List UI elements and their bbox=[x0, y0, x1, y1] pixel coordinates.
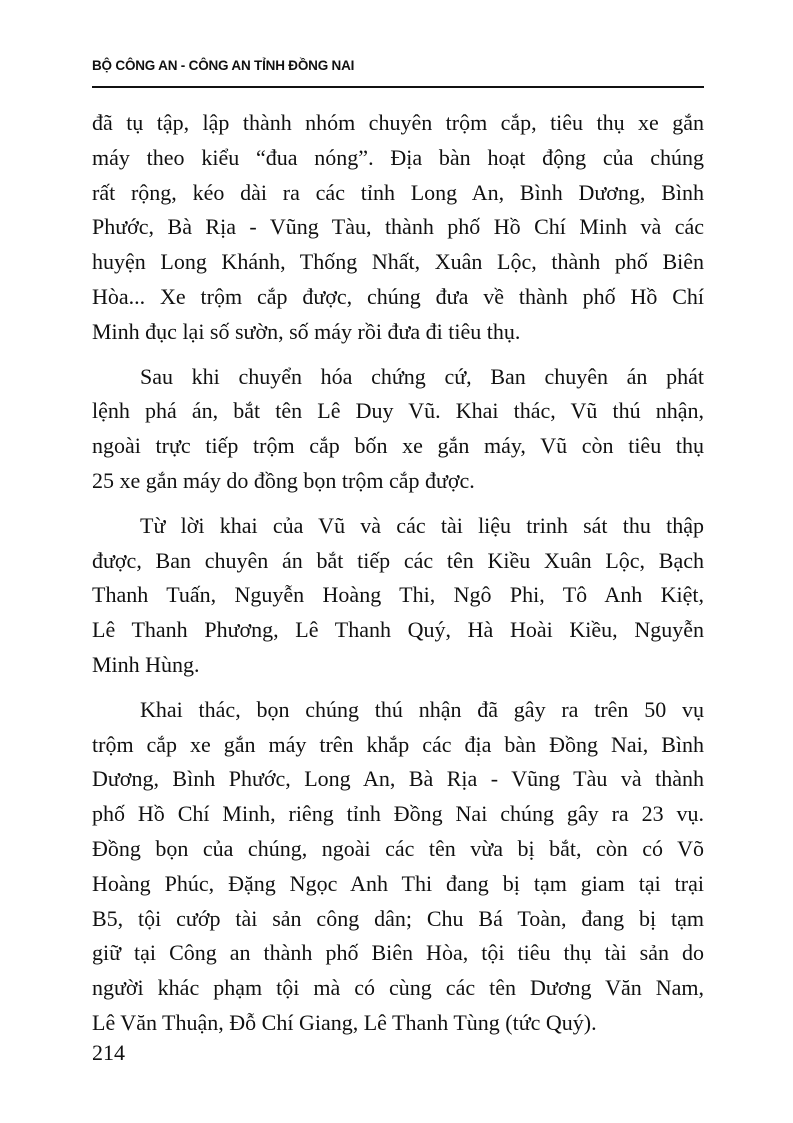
text-line: Minh đục lại số sườn, số máy rồi đưa đi tiêu thụ. bbox=[92, 318, 521, 344]
text-line: máy theo kiểu “đua nóng”. Địa bàn hoạt động của chúng bbox=[92, 144, 704, 170]
paragraph bbox=[92, 693, 704, 1041]
text-line: Đồng bọn của chúng, ngoài các tên vừa bị bắt, còn có Võ bbox=[92, 835, 704, 861]
text-line: lệnh phá án, bắt tên Lê Duy Vũ. Khai thác, Vũ thú nhận, bbox=[92, 398, 704, 424]
text-line: Từ lời khai của Vũ và các tài liệu trinh sát thu thập bbox=[140, 512, 704, 538]
header-divider bbox=[92, 86, 704, 88]
text-line: huyện Long Khánh, Thống Nhất, Xuân Lộc, thành phố Biên bbox=[92, 249, 704, 275]
text-line: 25 xe gắn máy do đồng bọn trộm cắp được. bbox=[92, 467, 475, 493]
text-line: Thanh Tuấn, Nguyễn Hoàng Thi, Ngô Phi, Tô Anh Kiệt, bbox=[92, 582, 704, 608]
text-line: Lê Thanh Phương, Lê Thanh Quý, Hà Hoài Kiều, Nguyễn bbox=[92, 617, 704, 643]
paragraph bbox=[92, 106, 704, 350]
body-text bbox=[92, 106, 704, 1051]
text-line: trộm cắp xe gắn máy trên khắp các địa bàn Đồng Nai, Bình bbox=[92, 731, 704, 757]
paragraph bbox=[92, 360, 704, 499]
running-header: BỘ CÔNG AN - CÔNG AN TỈNH ĐỒNG NAI bbox=[92, 58, 355, 73]
text-line: Phước, Bà Rịa - Vũng Tàu, thành phố Hồ Chí Minh và các bbox=[92, 214, 704, 240]
text-line: Minh Hùng. bbox=[92, 651, 200, 677]
text-line: Lê Văn Thuận, Đỗ Chí Giang, Lê Thanh Tùng (tức Quý). bbox=[92, 1009, 597, 1035]
text-line: đã tụ tập, lập thành nhóm chuyên trộm cắp, tiêu thụ xe gắn bbox=[92, 110, 704, 135]
page-number: 214 bbox=[92, 1040, 125, 1065]
text-line: Dương, Bình Phước, Long An, Bà Rịa - Vũng Tàu và thành bbox=[92, 766, 704, 792]
text-line: giữ tại Công an thành phố Biên Hòa, tội tiêu thụ tài sản do bbox=[92, 940, 704, 966]
text-line: người khác phạm tội mà có cùng các tên Dương Văn Nam, bbox=[92, 975, 704, 1001]
text-line: phố Hồ Chí Minh, riêng tỉnh Đồng Nai chúng gây ra 23 vụ. bbox=[92, 801, 704, 827]
paragraph bbox=[92, 509, 704, 683]
text-line: Khai thác, bọn chúng thú nhận đã gây ra trên 50 vụ bbox=[140, 696, 704, 722]
text-line: Sau khi chuyển hóa chứng cứ, Ban chuyên án phát bbox=[140, 363, 704, 389]
text-line: Hòa... Xe trộm cắp được, chúng đưa về thành phố Hồ Chí bbox=[92, 283, 704, 309]
text-line: Hoàng Phúc, Đặng Ngọc Anh Thi đang bị tạm giam tại trại bbox=[92, 870, 704, 896]
text-line: rất rộng, kéo dài ra các tỉnh Long An, Bình Dương, Bình bbox=[92, 179, 704, 205]
text-line: được, Ban chuyên án bắt tiếp các tên Kiều Xuân Lộc, Bạch bbox=[92, 547, 704, 573]
text-line: B5, tội cướp tài sản công dân; Chu Bá Toàn, đang bị tạm bbox=[92, 905, 704, 931]
text-line: ngoài trực tiếp trộm cắp bốn xe gắn máy, Vũ còn tiêu thụ bbox=[92, 433, 704, 459]
